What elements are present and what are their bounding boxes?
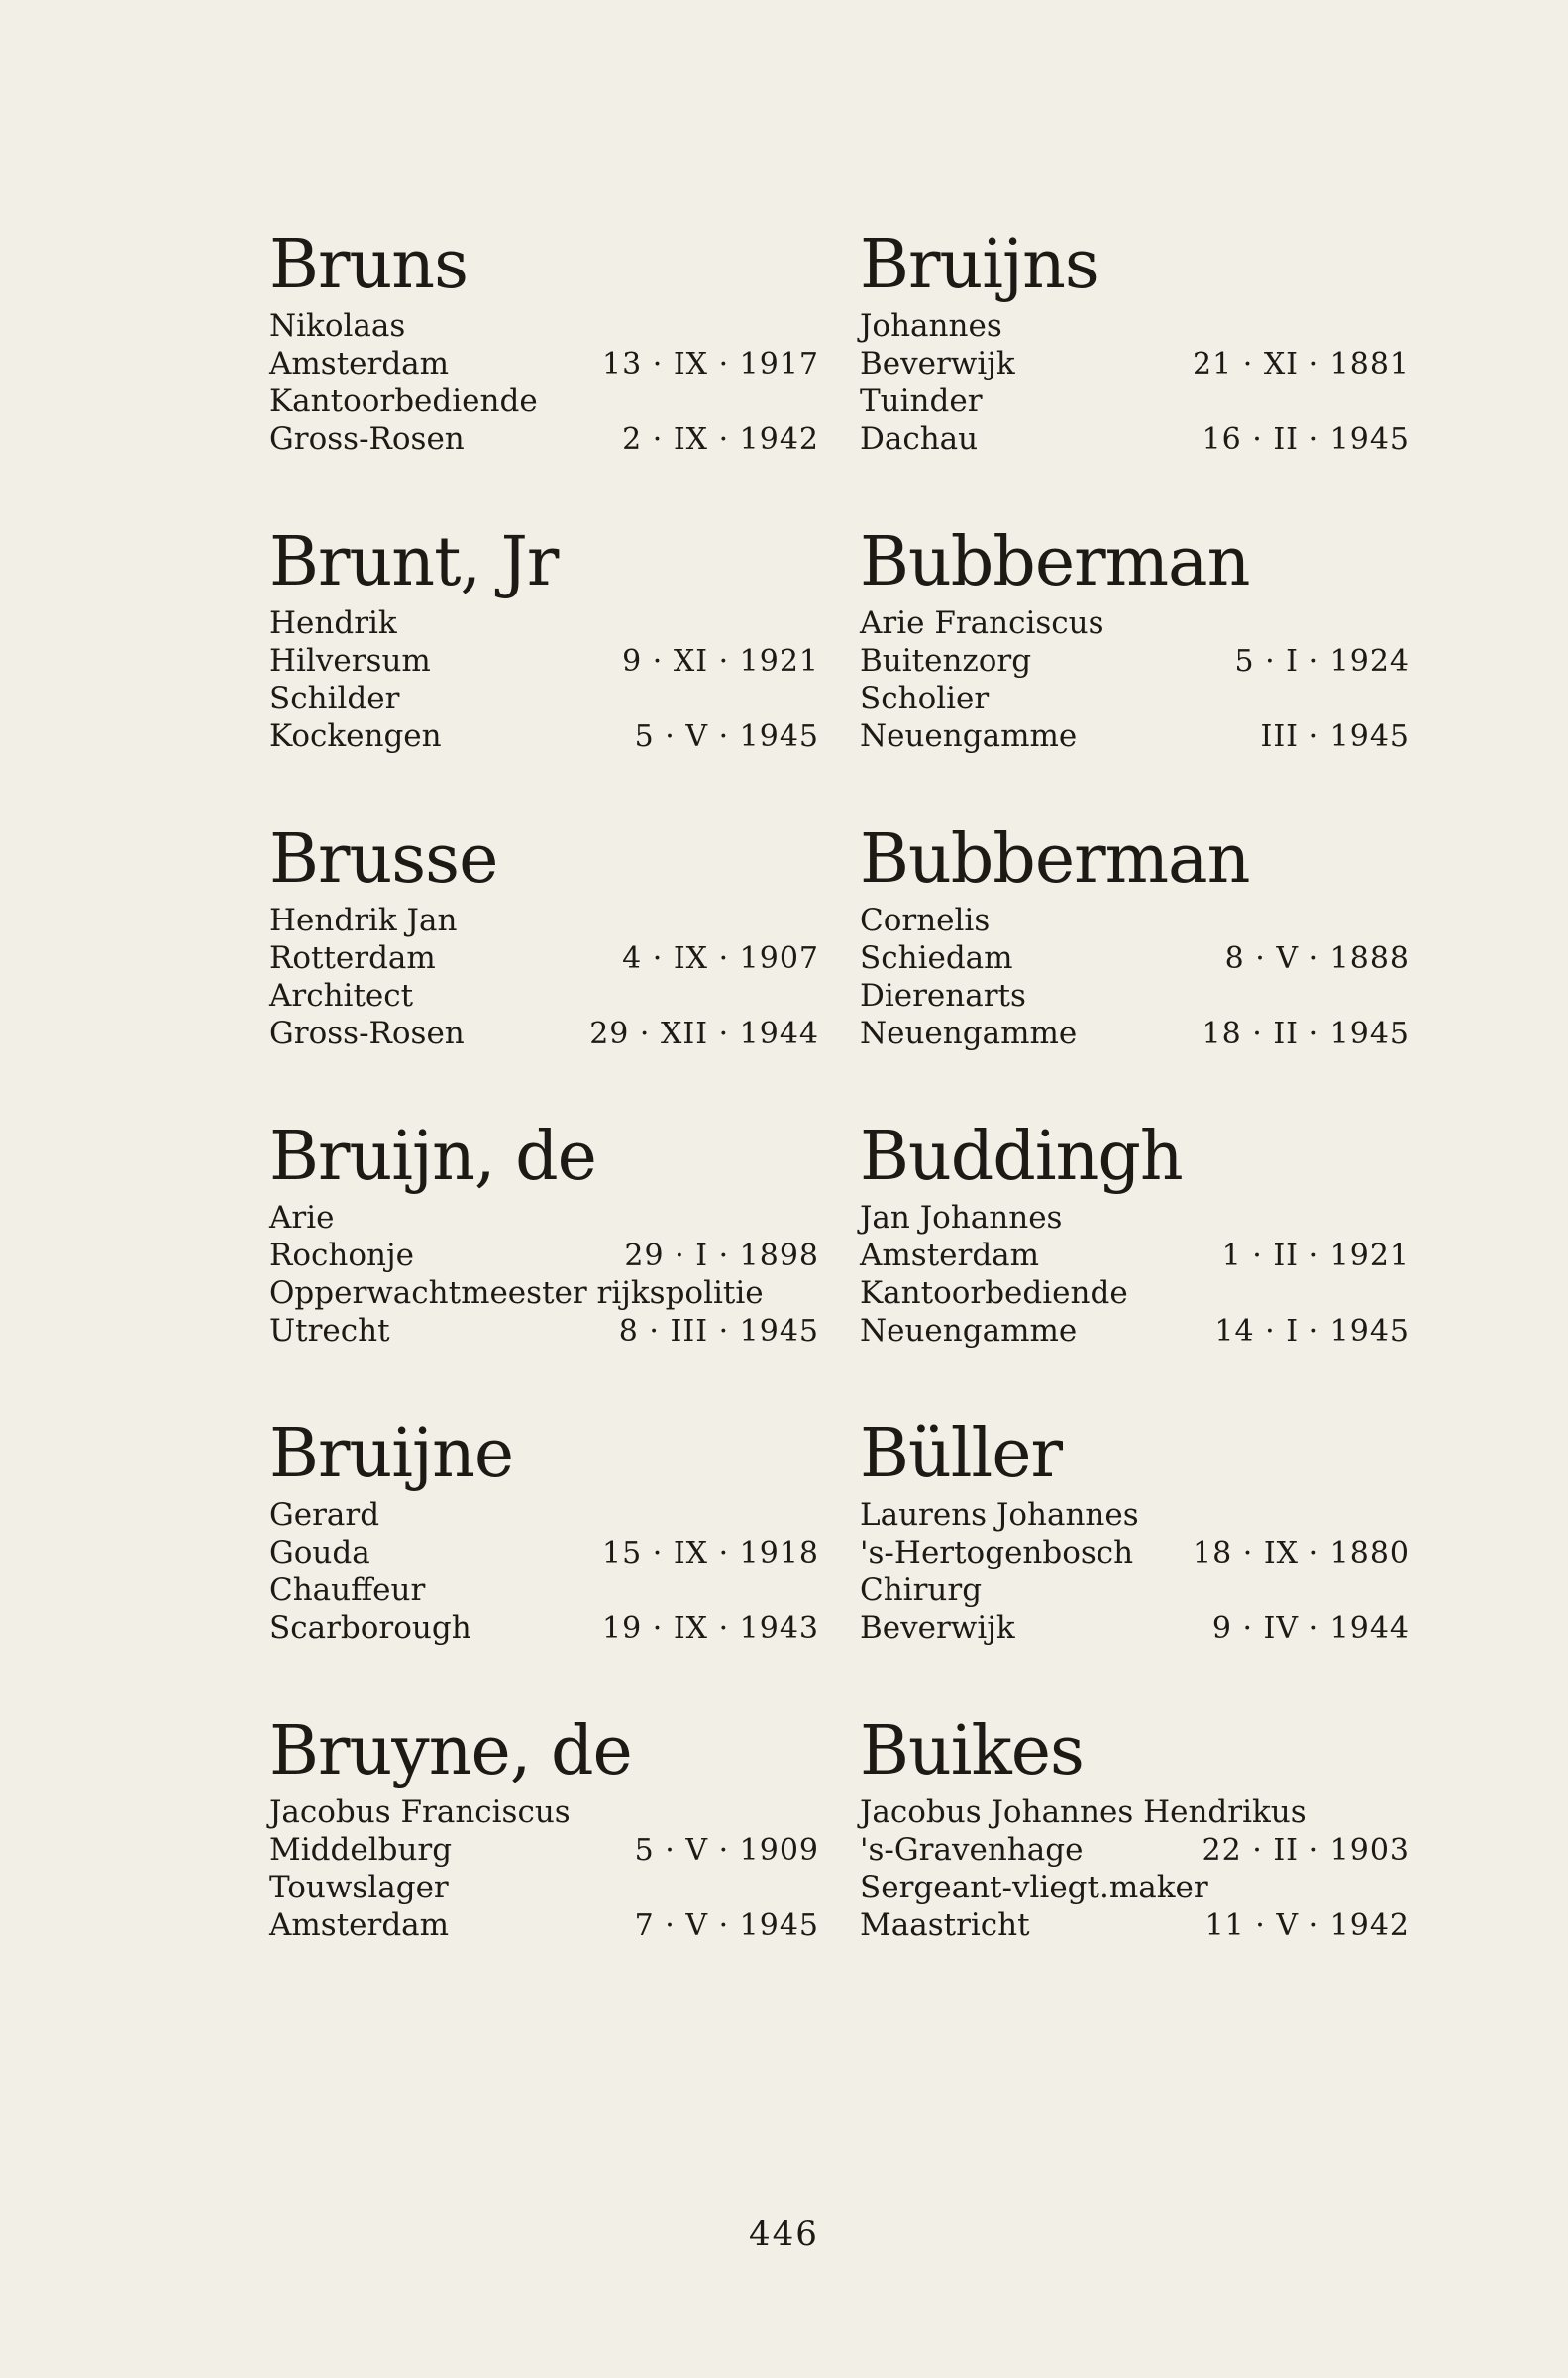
death-place: Neuengamme (860, 1313, 1078, 1349)
given-names: Laurens Johannes (860, 1497, 1139, 1533)
given-names: Cornelis (860, 903, 991, 938)
name-entry (860, 1348, 1410, 1645)
given-names-line (269, 1199, 819, 1237)
birthplace: Gouda (269, 1535, 370, 1570)
death-place: Beverwijk (860, 1610, 1015, 1646)
death-date: 8 · III · 1945 (618, 1314, 819, 1349)
given-names: Hendrik Jan (269, 903, 458, 938)
death-date: 2 · IX · 1942 (622, 422, 819, 457)
name-entry (860, 1050, 1410, 1348)
birth-line (860, 345, 1410, 382)
occupation: Chirurg (860, 1572, 983, 1608)
occupation: Scholier (860, 681, 990, 716)
name-entry (269, 753, 819, 1050)
occupation: Sergeant-vliegt.maker (860, 1870, 1208, 1905)
given-names: Jan Johannes (860, 1200, 1063, 1236)
occupation-line (860, 1274, 1410, 1312)
surname-heading: Buikes (860, 1712, 1084, 1790)
given-names-line (860, 604, 1410, 642)
occupation-line (269, 680, 819, 717)
surname-heading: Bruns (269, 226, 468, 304)
surname-heading: Bruijne (269, 1415, 514, 1493)
occupation-line (269, 1571, 819, 1609)
birthplace: Rotterdam (269, 940, 436, 976)
birth-line (269, 1831, 819, 1869)
death-date: 16 · II · 1945 (1202, 422, 1410, 457)
given-names: Hendrik (269, 605, 397, 641)
death-line (269, 717, 819, 755)
occupation-line (860, 382, 1410, 420)
surname-heading: Bubberman (860, 523, 1250, 601)
birth-date: 18 · IX · 1880 (1193, 1536, 1410, 1570)
surname-heading: Bruijns (860, 226, 1098, 304)
occupation: Architect (269, 978, 414, 1014)
birth-line (269, 345, 819, 382)
given-names-line (860, 307, 1410, 345)
birth-date: 5 · I · 1924 (1234, 644, 1410, 679)
occupation-line (860, 1571, 1410, 1609)
birthplace: 's-Gravenhage (860, 1832, 1084, 1868)
birthplace: Buitenzorg (860, 643, 1032, 679)
death-line (860, 1906, 1410, 1944)
occupation: Tuinder (860, 383, 983, 419)
occupation: Dierenarts (860, 978, 1026, 1014)
occupation-line (860, 680, 1410, 717)
birthplace: Amsterdam (269, 346, 450, 381)
death-date: 19 · IX · 1943 (602, 1611, 819, 1646)
death-place: Utrecht (269, 1313, 390, 1349)
name-entry (269, 456, 819, 753)
surname-heading: Brunt, Jr (269, 523, 559, 601)
death-date: 7 · V · 1945 (634, 1908, 819, 1943)
name-entry (269, 1348, 819, 1645)
death-line (269, 1906, 819, 1944)
given-names: Arie Franciscus (860, 605, 1104, 641)
occupation: Kantoorbediende (269, 383, 538, 419)
death-place: Neuengamme (860, 1016, 1078, 1051)
given-names-line (860, 1793, 1410, 1831)
occupation-line (860, 977, 1410, 1015)
birth-date: 29 · I · 1898 (624, 1239, 819, 1273)
surname-heading: Bruijn, de (269, 1118, 596, 1196)
death-place: Gross-Rosen (269, 421, 465, 457)
given-names: Johannes (860, 308, 1002, 344)
occupation-line (269, 1869, 819, 1906)
occupation-line (269, 977, 819, 1015)
birth-line (860, 1534, 1410, 1571)
death-date: 9 · IV · 1944 (1211, 1611, 1410, 1646)
birth-line (269, 1534, 819, 1571)
birthplace: Hilversum (269, 643, 431, 679)
surname-heading: Bruyne, de (269, 1712, 632, 1790)
death-date: 5 · V · 1945 (634, 719, 819, 754)
name-entry (860, 456, 1410, 753)
name-entry (860, 1645, 1410, 1942)
name-entry (860, 159, 1410, 456)
birthplace: Schiedam (860, 940, 1013, 976)
surname-heading: Brusse (269, 820, 498, 899)
death-place: Gross-Rosen (269, 1016, 465, 1051)
given-names-line (269, 902, 819, 939)
birthplace: Middelburg (269, 1832, 453, 1868)
birth-line (860, 1237, 1410, 1274)
name-entry (860, 753, 1410, 1050)
occupation: Schilder (269, 681, 400, 716)
birth-date: 15 · IX · 1918 (602, 1536, 819, 1570)
birthplace: 's-Hertogenbosch (860, 1535, 1134, 1570)
given-names-line (269, 1793, 819, 1831)
birth-date: 4 · IX · 1907 (622, 941, 819, 976)
given-names-line (269, 1496, 819, 1534)
occupation: Opperwachtmeester rijkspolitie (269, 1275, 764, 1311)
death-place: Maastricht (860, 1907, 1030, 1943)
death-place: Amsterdam (269, 1907, 450, 1943)
death-date: 18 · II · 1945 (1202, 1017, 1410, 1051)
birth-date: 9 · XI · 1921 (622, 644, 819, 679)
right-column (860, 159, 1410, 1942)
birth-date: 8 · V · 1888 (1224, 941, 1410, 976)
death-line (860, 1015, 1410, 1052)
death-place: Neuengamme (860, 718, 1078, 754)
birth-line (269, 939, 819, 977)
occupation-line (269, 1274, 819, 1312)
death-date: 11 · V · 1942 (1204, 1908, 1410, 1943)
surname-heading: Buddingh (860, 1118, 1183, 1196)
given-names-line (269, 307, 819, 345)
name-entry (269, 1645, 819, 1942)
given-names-line (860, 1496, 1410, 1534)
occupation: Touwslager (269, 1870, 449, 1905)
given-names: Jacobus Franciscus (269, 1794, 571, 1830)
death-line (860, 420, 1410, 458)
occupation-line (860, 1869, 1410, 1906)
birthplace: Rochonje (269, 1238, 414, 1273)
death-date: 29 · XII · 1944 (589, 1017, 819, 1051)
given-names-line (860, 902, 1410, 939)
name-entry (269, 159, 819, 456)
given-names-line (269, 604, 819, 642)
birth-line (860, 1831, 1410, 1869)
given-names: Nikolaas (269, 308, 406, 344)
death-line (269, 420, 819, 458)
death-date: III · 1945 (1260, 719, 1410, 754)
death-line (860, 1312, 1410, 1350)
birth-date: 13 · IX · 1917 (602, 347, 819, 381)
birth-line (860, 642, 1410, 680)
birth-date: 22 · II · 1903 (1202, 1833, 1410, 1868)
birth-date: 1 · II · 1921 (1221, 1239, 1410, 1273)
occupation: Chauffeur (269, 1572, 426, 1608)
given-names: Gerard (269, 1497, 380, 1533)
occupation: Kantoorbediende (860, 1275, 1128, 1311)
given-names-line (860, 1199, 1410, 1237)
birth-line (269, 642, 819, 680)
death-line (269, 1015, 819, 1052)
page-number: 446 (749, 2215, 819, 2254)
occupation-line (269, 382, 819, 420)
birthplace: Amsterdam (860, 1238, 1040, 1273)
left-column (269, 159, 819, 1942)
death-place: Dachau (860, 421, 979, 457)
given-names: Arie (269, 1200, 335, 1236)
birth-line (269, 1237, 819, 1274)
death-line (269, 1312, 819, 1350)
birth-date: 5 · V · 1909 (634, 1833, 819, 1868)
birthplace: Beverwijk (860, 346, 1015, 381)
death-date: 14 · I · 1945 (1214, 1314, 1410, 1349)
birth-date: 21 · XI · 1881 (1193, 347, 1410, 381)
birth-line (860, 939, 1410, 977)
death-place: Kockengen (269, 718, 442, 754)
name-entry (269, 1050, 819, 1348)
given-names: Jacobus Johannes Hendrikus (860, 1794, 1307, 1830)
death-line (269, 1609, 819, 1647)
death-place: Scarborough (269, 1610, 471, 1646)
death-line (860, 1609, 1410, 1647)
surname-heading: Bubberman (860, 820, 1250, 899)
surname-heading: Büller (860, 1415, 1063, 1493)
death-line (860, 717, 1410, 755)
